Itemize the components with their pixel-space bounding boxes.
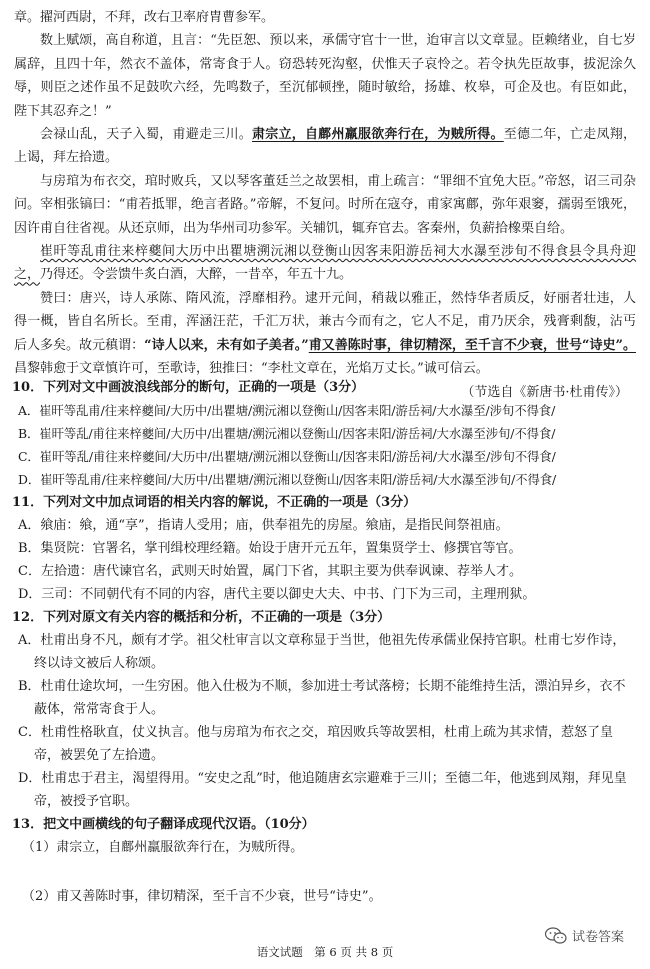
question-11-stem: 11．下列对文中加点词语的相关内容的解说，不正确的一项是（3分）	[12, 495, 417, 510]
passage-text: 乃得还。令尝馈牛炙白酒，大醉，一昔卒，年五十九。	[40, 267, 353, 283]
question-12-stem: 12．下列对原文有关内容的概括和分析，不正确的一项是（3分）	[12, 610, 391, 625]
question-10-option-c: C．崔旰等乱/甫往来梓夔间/大历中/出瞿塘/溯沅湘以登衡山/因客耒阳/游岳祠/大水瀑至/涉旬不得食/	[18, 449, 556, 464]
passage-para-5	[14, 287, 636, 381]
question-10-option-b: B．崔旰等乱/甫往来梓夔间/大历中/出瞿塘/溯沅湘以登衡山/因客耒阳/游岳祠/大水瀑至涉旬/不得食/	[18, 426, 556, 441]
question-12-option-d: D．杜甫忠于君主，渴望得用。“安史之乱”时，他追随唐玄宗避难于三川；至德二年，他逃到凤翔，拜见皇帝，被授予官职。	[18, 771, 627, 809]
question-11-option-b: B．集贤院：官署名，掌刊缉校理经籍。始设于唐开元五年，置集贤学士、修撰官等官。	[18, 541, 522, 556]
passage-para-2	[14, 123, 636, 170]
passage-para-3: 与房琯为布衣交，琯时败兵，又以琴客董廷兰之故罢相，甫上疏言：“罪细不宜免大臣。”帝怒，诏三司杂问。宰相张镐曰：“甫若抵罪，绝言者路。”帝解，不复问。时所在寇夺，甫家寓鄜，弥年艰窭，孺弱至饿死，因许甫自往省视。从还京师，出为华州司功参军。关辅饥，辄弃官去。客秦州，负薪拾橡栗自给。	[14, 173, 636, 236]
answer-space	[12, 859, 638, 885]
underlined-sentence-2: 甫又善陈时事，律切精深，至千言不少衰，世号“诗史”。	[308, 337, 636, 353]
question-11-option-a: A．飨庙：飨，通“享”，指请人受用；庙，供奉祖先的房屋。飨庙，是指民间祭祖庙。	[18, 518, 509, 533]
question-10-option-d: D．崔旰等乱甫/往来梓夔间/大历中/出瞿塘/溯沅湘以登衡山/因客耒阳/游岳祠/大水瀑至涉旬/不得食/	[18, 472, 557, 487]
passage-para-0: 章。擢河西尉，不拜，改右卫率府胄曹参军。	[14, 10, 275, 25]
watermark-text: 试卷答案	[571, 930, 624, 945]
wavy-underlined-text: 崔旰等乱甫往来梓夔间大历中出瞿塘溯沅湘以登衡山因客耒阳游岳祠大水瀑至涉旬不得食县令具舟迎之，	[14, 244, 636, 283]
question-13-part-1: （1）肃宗立，自鄜州羸服欲奔行在，为贼所得。	[22, 840, 304, 855]
passage-source: （节选自《新唐书·杜甫传》）	[461, 384, 628, 400]
passage-text: 至德二年，亡走凤翔，上谒，拜左拾遗。	[14, 127, 636, 166]
question-10-stem: 10．下列对文中画波浪线部分的断句，正确的一项是（3分）	[12, 380, 365, 395]
passage-text: 赞曰：唐兴，诗人承陈、隋风流，浮靡相矜。逮开元间，稍裁以雅正，然恃华者质反，好丽者壮违，人得一概，皆自名所长。至甫，浑涵汪茫，千汇万状，兼古今而有之，它人不足，甫乃厌余，残膏剩馥，沾丐后人多矣。故元稹谓：	[14, 290, 636, 353]
classical-passage	[14, 6, 636, 404]
passage-text: 昌黎韩愈于文章慎许可，至歌诗，独推曰：“李杜文章在，光焰万丈长。”诚可信云。	[14, 361, 489, 377]
underlined-sentence-1: 肃宗立，自鄜州羸服欲奔行在，为贼所得。	[251, 127, 504, 143]
question-11-option-d: D．三司：不同朝代有不同的内容，唐代主要以御史大夫、中书、门下为三司，主理刑狱。	[18, 587, 536, 602]
question-11-option-c: C．左拾遗：唐代谏官名，武则天时始置，属门下省，其职主要为供奉讽谏、荐举人才。	[18, 564, 522, 579]
wechat-icon	[545, 927, 567, 945]
passage-text: 会禄山乱，天子入蜀，甫避走三川。	[40, 127, 252, 143]
watermark	[545, 926, 624, 945]
question-12-option-a: A．杜甫出身不凡，颇有才学。祖父杜审言以文章称显于当世，他祖先传承儒业保持官职。杜甫七岁作诗，终以诗文被后人称颂。	[18, 633, 626, 671]
page-footer: 语文试题 第 6 页 共 8 页	[256, 945, 394, 959]
passage-para-4	[14, 240, 636, 287]
question-13-stem: 13．把文中画横线的句子翻译成现代汉语。（10分）	[12, 817, 315, 832]
quote-text: “诗人以来，未有如子美者。”	[144, 337, 309, 353]
passage-para-1: 数上赋颂，高自称道，且言：“先臣恕、预以来，承儒守官十一世，迨审言以文章显。臣赖绪业，自七岁属辞，且四十年，然衣不盖体，常寄食于人。窃恐转死沟壑，伏惟天子哀怜之。若令执先臣故事，拔泥涂久辱，则臣之述作虽不足鼓吹六经，先鸣数子，至沉郁顿挫，随时敏给，扬雄、枚皋，可企及也。有臣如此，陛下其忍弃之！”	[14, 33, 636, 119]
question-10-option-a: A．崔旰等乱甫/往来梓夔间/大历中/出瞿塘/溯沅湘以登衡山/因客耒阳/游岳祠/大水瀑至/涉旬不得食/	[18, 403, 556, 418]
question-12-option-c: C．杜甫性格耿直，仗义执言。他与房琯为布衣之交，琯因败兵等故罢相，杜甫上疏为其求情，惹怒了皇帝，被罢免了左拾遗。	[18, 725, 613, 763]
question-12-option-b: B．杜甫仕途坎坷，一生穷困。他入仕极为不顺，参加进士考试落榜；长期不能维持生活，漂泊异乡，衣不蔽体，常常寄食于人。	[18, 679, 626, 717]
question-list	[12, 376, 638, 908]
question-13-part-2: （2）甫又善陈时事，律切精深，至千言不少衰，世号“诗史”。	[22, 889, 382, 904]
